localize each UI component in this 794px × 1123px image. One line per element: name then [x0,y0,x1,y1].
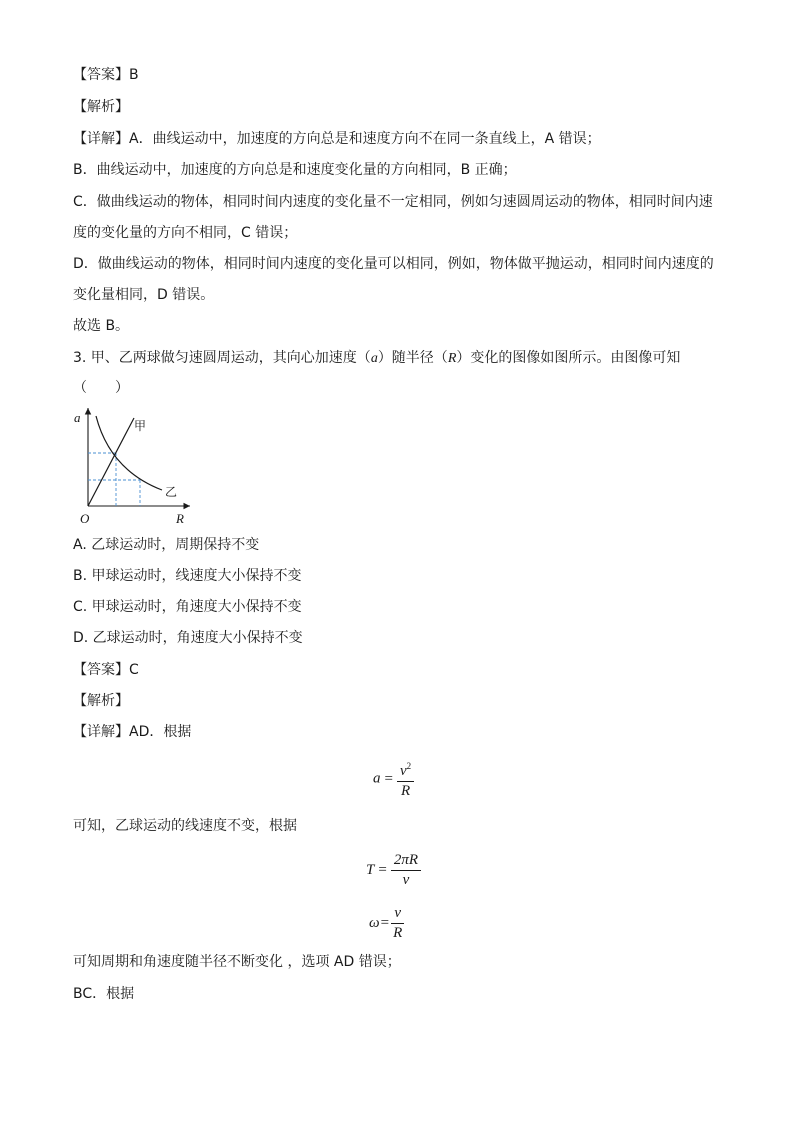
q3-blank-paren: （ ） [73,380,129,396]
q3-option-a: A. 乙球运动时，周期保持不变 [73,537,260,553]
jia-label: 甲 [134,419,147,433]
dashed-guides [88,453,140,506]
formula-period: T = $\frac{2\pi R}{v}$ [366,852,421,889]
q3-text-conclusion-ad: 可知周期和角速度随半径不断变化 ，选项 AD 错误； [73,954,401,970]
jia-line [88,418,134,506]
x-axis-label: R [176,511,184,526]
origin-label: O [80,511,90,526]
acceleration-radius-graph [70,402,195,527]
q2-detail-b: B．曲线运动中，加速度的方向总是和速度变化量的方向相同，B 正确； [73,162,517,178]
formula-angular-velocity: ω= $\frac{v}{R}$ [369,905,403,941]
y-axis-label: a [74,410,81,425]
q2-detail-c-line2: 度的变化量的方向不相同，C 错误； [73,225,298,241]
q2-detail-c-line1: C．做曲线运动的物体，相同时间内速度的变化量不一定相同，例如匀速圆周运动的物体，相同时间内速 [73,194,713,210]
q3-answer: 【答案】C [73,662,139,678]
q2-analysis-heading: 【解析】 [73,99,129,115]
q3-stem: 3. 甲、乙两球做匀速圆周运动，其向心加速度（a）随半径（R）变化的图像如图所示。由图像可知 [73,350,681,366]
q3-text-bc: BC．根据 [73,986,135,1002]
q3-analysis-heading: 【解析】 [73,693,129,709]
yi-label: 乙 [165,485,178,499]
q3-text-linear-speed: 可知，乙球运动的线速度不变，根据 [73,818,297,834]
q3-option-b: B. 甲球运动时，线速度大小保持不变 [73,568,302,584]
q2-answer: 【答案】B [73,67,139,83]
q3-option-c: C. 甲球运动时，角速度大小保持不变 [73,599,302,615]
formula-centripetal-acceleration: a = $\frac{v^2}{R}$ [373,758,414,800]
q2-detail-d-line1: D．做曲线运动的物体，相同时间内速度的变化量可以相同，例如，物体做平抛运动，相同时间内速度的 [73,256,714,272]
q2-detail-d-line2: 变化量相同，D 错误。 [73,287,215,303]
q2-conclusion: 故选 B。 [73,318,130,334]
q3-option-d: D. 乙球运动时，角速度大小保持不变 [73,630,303,646]
q2-detail-a: 【详解】A．曲线运动中，加速度的方向总是和速度方向不在同一条直线上，A 错误； [73,131,601,147]
q3-detail-ad: 【详解】AD．根据 [73,724,192,740]
